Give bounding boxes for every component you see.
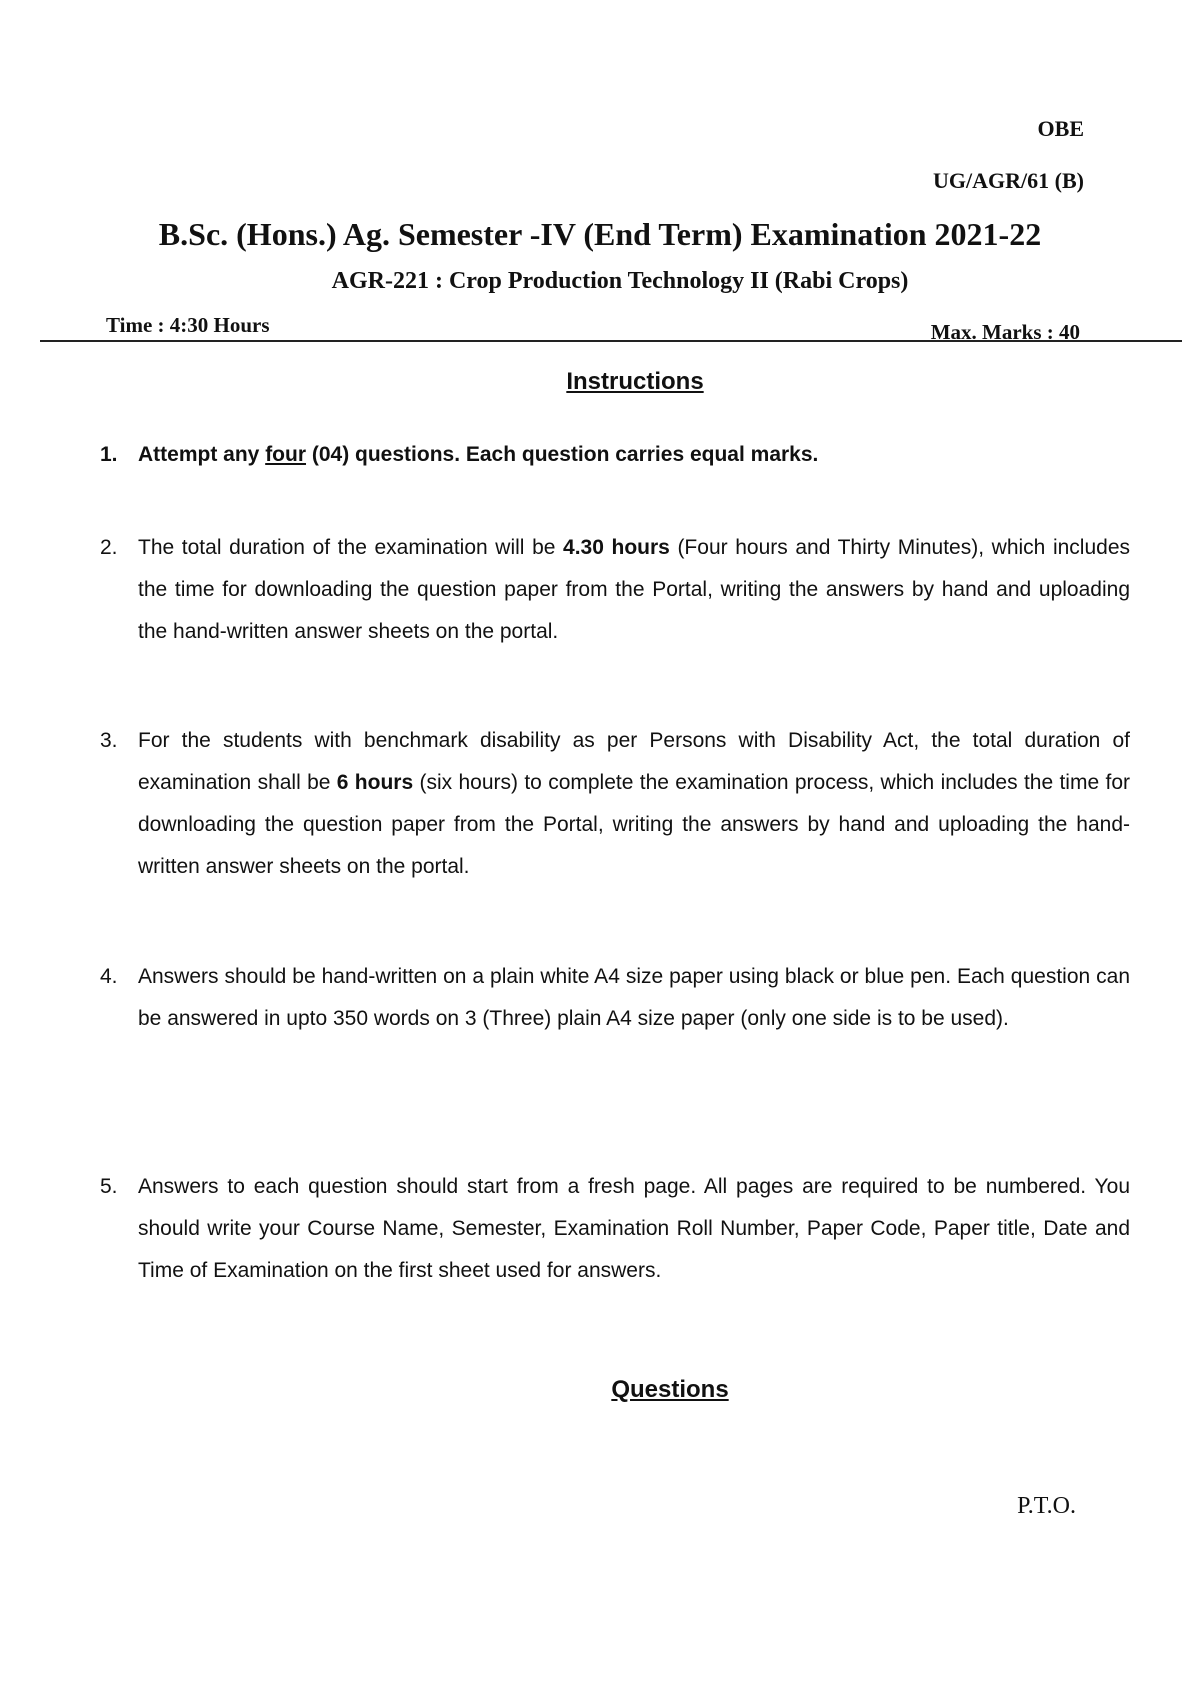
item-text: Answers should be hand-written on a plain white A4 size paper using black or blue pen. Each question can be answered in upto 350 words on 3 (Three) plain A4 size paper (only one side is to be used). [138,965,1130,1030]
questions-heading: Questions [611,1376,729,1403]
course-code: AGR-221 : [331,268,443,294]
header-divider [40,340,1182,342]
max-marks: Max. Marks : 40 [930,320,1080,344]
item-number: 2. [100,536,118,559]
instruction-4 [100,956,1130,1040]
instructions-heading: Instructions [566,368,704,395]
course-line [0,268,1200,295]
instruction-2 [100,527,1130,653]
item-number: 1. [100,443,118,466]
item-text: The total duration of the examination will be 4.30 hours (Four hours and Thirty Minutes), which includes the time for downloading the question paper from the Portal, writing the answers by hand and uploading the hand-written answer sheets on the portal. [138,536,1130,643]
item-number: 5. [100,1175,118,1198]
exam-title: B.Sc. (Hons.) Ag. Semester -IV (End Term) Examination 2021-22 [158,216,1042,252]
paper-code: UG/AGR/61 (B) [933,168,1084,193]
course-title: Crop Production Technology II (Rabi Crops) [448,268,909,294]
instruction-1 [100,434,1130,476]
instruction-3 [100,720,1130,888]
item-number: 3. [100,729,118,752]
instruction-5 [100,1166,1130,1292]
item-text: Answers to each question should start from a fresh page. All pages are required to be numbered. You should write your Course Name, Semester, Examination Roll Number, Paper Code, Paper title, Date and Time of Examination on the first sheet used for answers. [138,1175,1130,1282]
item-number: 4. [100,965,118,988]
exam-time: Time : 4:30 Hours [106,313,270,337]
obe-label: OBE [1037,116,1084,141]
pto-label: P.T.O. [1017,1493,1076,1519]
item-text: For the students with benchmark disability as per Persons with Disability Act, the total duration of examination shall be 6 hours (six hours) to complete the examination process, which includes the time for downloading the question paper from the Portal, writing the answers by hand and uploading the hand-written answer sheets on the portal. [138,729,1130,878]
item-text: Attempt any four (04) questions. Each question carries equal marks. [138,443,819,466]
